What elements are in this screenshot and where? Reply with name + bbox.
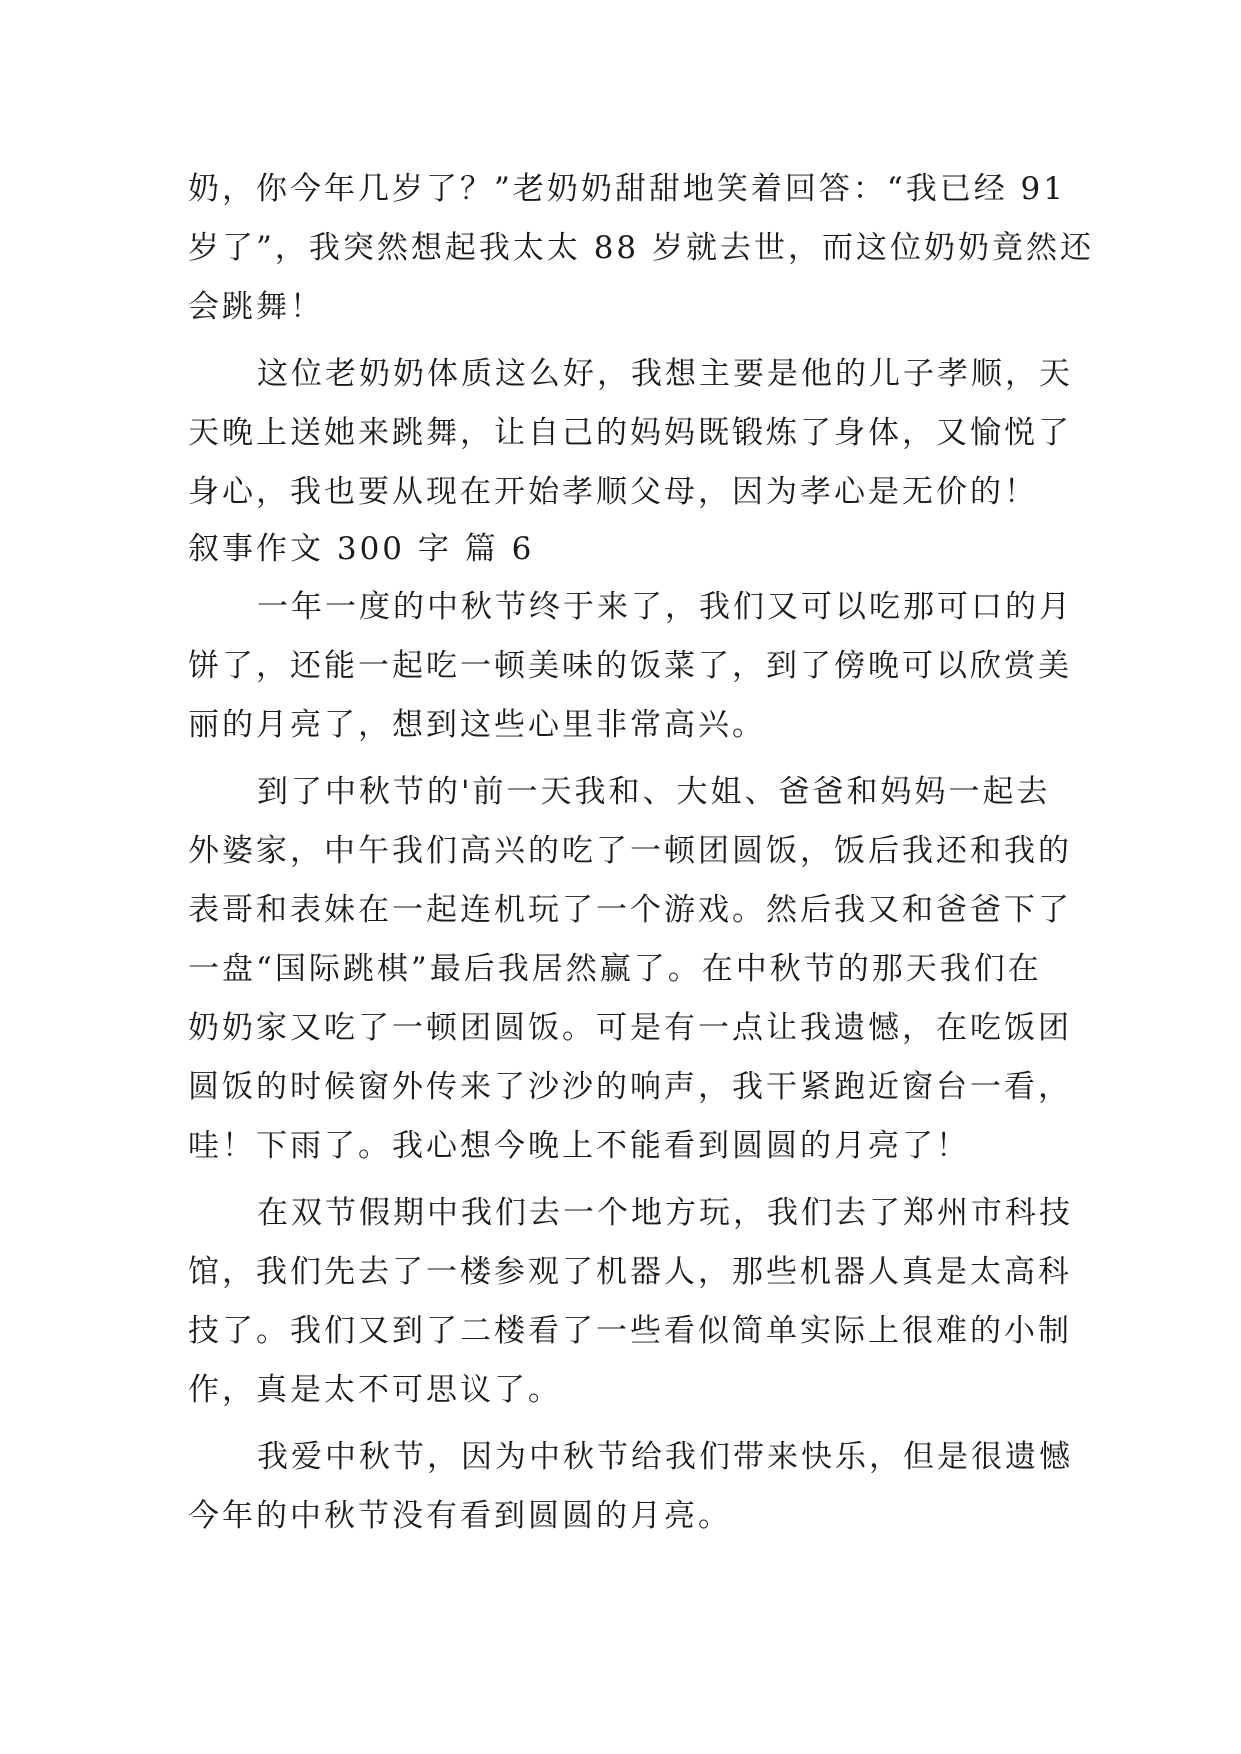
text-line: 丽的月亮了，想到这些心里非常高兴。 — [188, 707, 766, 743]
text-line: 奶奶家又吃了一顿团圆饭。可是有一点让我遗憾，在吃饭团 — [188, 1010, 1072, 1046]
text-line: 作，真是太不可思议了。 — [188, 1372, 562, 1408]
text-line: 馆，我们先去了一楼参观了机器人，那些机器人真是太高科 — [188, 1254, 1072, 1290]
text-line: 表哥和表妹在一起连机玩了一个游戏。然后我又和爸爸下了 — [188, 892, 1072, 928]
text-line: 奶，你今年几岁了？”老奶奶甜甜地笑着回答：“我已经 91 — [188, 171, 1066, 207]
text-line: 哇！下雨了。我心想今晚上不能看到圆圆的月亮了！ — [188, 1128, 970, 1164]
text-line: 天晚上送她来跳舞，让自己的妈妈既锻炼了身体，又愉悦了 — [188, 415, 1072, 451]
text-line: 技了。我们又到了二楼看了一些看似简单实际上很难的小制 — [188, 1313, 1072, 1349]
text-line: 在双节假期中我们去一个地方玩，我们去了郑州市科技 — [257, 1195, 1073, 1231]
text-line: 我爱中秋节，因为中秋节给我们带来快乐，但是很遗憾 — [257, 1439, 1073, 1475]
text-line: 饼了，还能一起吃一顿美味的饭菜了，到了傍晚可以欣赏美 — [188, 648, 1072, 684]
text-line: 圆饭的时候窗外传来了沙沙的响声，我干紧跑近窗台一看， — [188, 1069, 1072, 1105]
text-line: 一年一度的中秋节终于来了，我们又可以吃那可口的月 — [257, 589, 1073, 625]
paragraph — [188, 578, 1073, 755]
text-line: 外婆家，中午我们高兴的吃了一顿团圆饭，饭后我还和我的 — [188, 833, 1072, 869]
section-heading: 叙事作文 300 字 篇 6 — [188, 531, 535, 567]
paragraph — [188, 160, 1094, 337]
paragraph — [188, 1428, 1073, 1546]
text-line: 今年的中秋节没有看到圆圆的月亮。 — [188, 1498, 732, 1534]
text-line: 到了中秋节的'前一天我和、大姐、爸爸和妈妈一起去 — [257, 774, 1051, 810]
paragraph — [188, 345, 1073, 522]
paragraph — [188, 763, 1072, 1176]
text-line: 会跳舞！ — [188, 289, 324, 325]
text-line: 身心，我也要从现在开始孝顺父母，因为孝心是无价的！ — [188, 474, 1038, 510]
text-line: 这位老奶奶体质这么好，我想主要是他的儿子孝顺，天 — [257, 356, 1073, 392]
text-line: 一盘“国际跳棋”最后我居然赢了。在中秋节的那天我们在 — [188, 951, 1042, 987]
paragraph — [188, 1184, 1073, 1420]
text-line: 岁了”，我突然想起我太太 88 岁就去世，而这位奶奶竟然还 — [188, 230, 1094, 266]
document-page — [188, 160, 1094, 1546]
